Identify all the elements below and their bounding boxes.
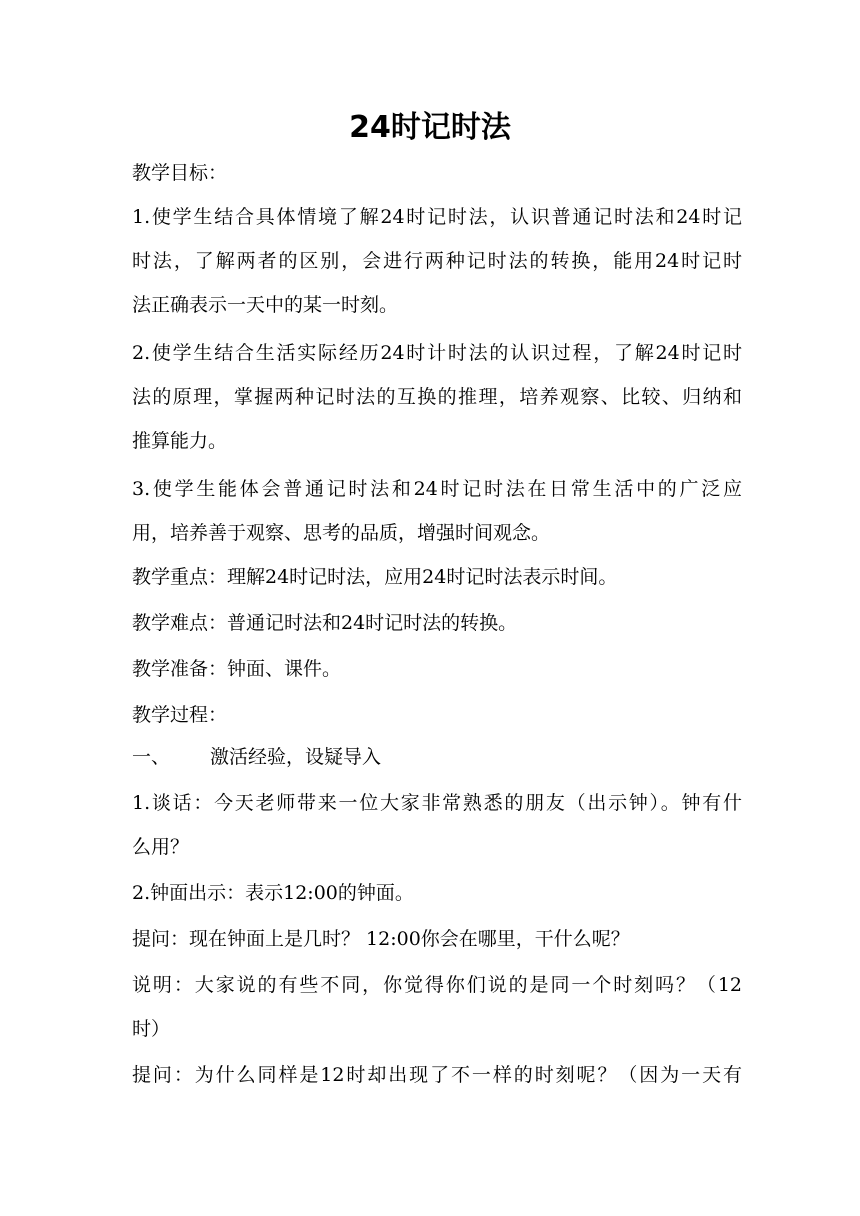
text-line: 提问：现在钟面上是几时？ 12:00你会在哪里，干什么呢？: [132, 928, 630, 950]
text-line: 教学难点：普通记时法和24时记时法的转换。: [132, 612, 518, 634]
text-line: 教学准备：钟面、课件。: [132, 658, 342, 680]
text-line: 么用？: [132, 836, 190, 858]
text-line: 用，培养善于观察、思考的品质，增强时间观念。: [132, 522, 551, 544]
text-line: 说明：大家说的有些不同，你觉得你们说的是同一个时刻吗？（12: [132, 974, 742, 996]
section-title: 激活经验，设疑导入: [210, 746, 382, 768]
text-line: 时法，了解两者的区别，会进行两种记时法的转换，能用24时记时: [132, 250, 742, 272]
text-line: 2.钟面出示：表示12:00的钟面。: [132, 882, 414, 904]
text-line: 提问：为什么同样是12时却出现了不一样的时刻呢？（因为一天有: [132, 1064, 742, 1086]
text-line: 教学目标：: [132, 162, 228, 184]
text-line: 教学重点：理解24时记时法，应用24时记时法表示时间。: [132, 566, 618, 588]
text-line: 法正确表示一天中的某一时刻。: [132, 294, 399, 316]
text-line: 教学过程：: [132, 704, 228, 726]
section-number: 一、: [132, 746, 171, 768]
text-line: 3.使学生能体会普通记时法和24时记时法在日常生活中的广泛应: [132, 478, 742, 500]
section-heading: [132, 742, 742, 772]
page-title: 24时记时法: [349, 110, 511, 145]
text-line: 推算能力。: [132, 430, 228, 452]
text-line: 2.使学生结合生活实际经历24时计时法的认识过程，了解24时记时: [132, 342, 742, 364]
text-line: 法的原理，掌握两种记时法的互换的推理，培养观察、比较、归纳和: [132, 386, 742, 408]
text-line: 1.谈话：今天老师带来一位大家非常熟悉的朋友（出示钟）。钟有什: [132, 792, 742, 814]
text-line: 时）: [132, 1018, 171, 1040]
text-line: 1.使学生结合具体情境了解24时记时法，认识普通记时法和24时记: [132, 206, 742, 228]
